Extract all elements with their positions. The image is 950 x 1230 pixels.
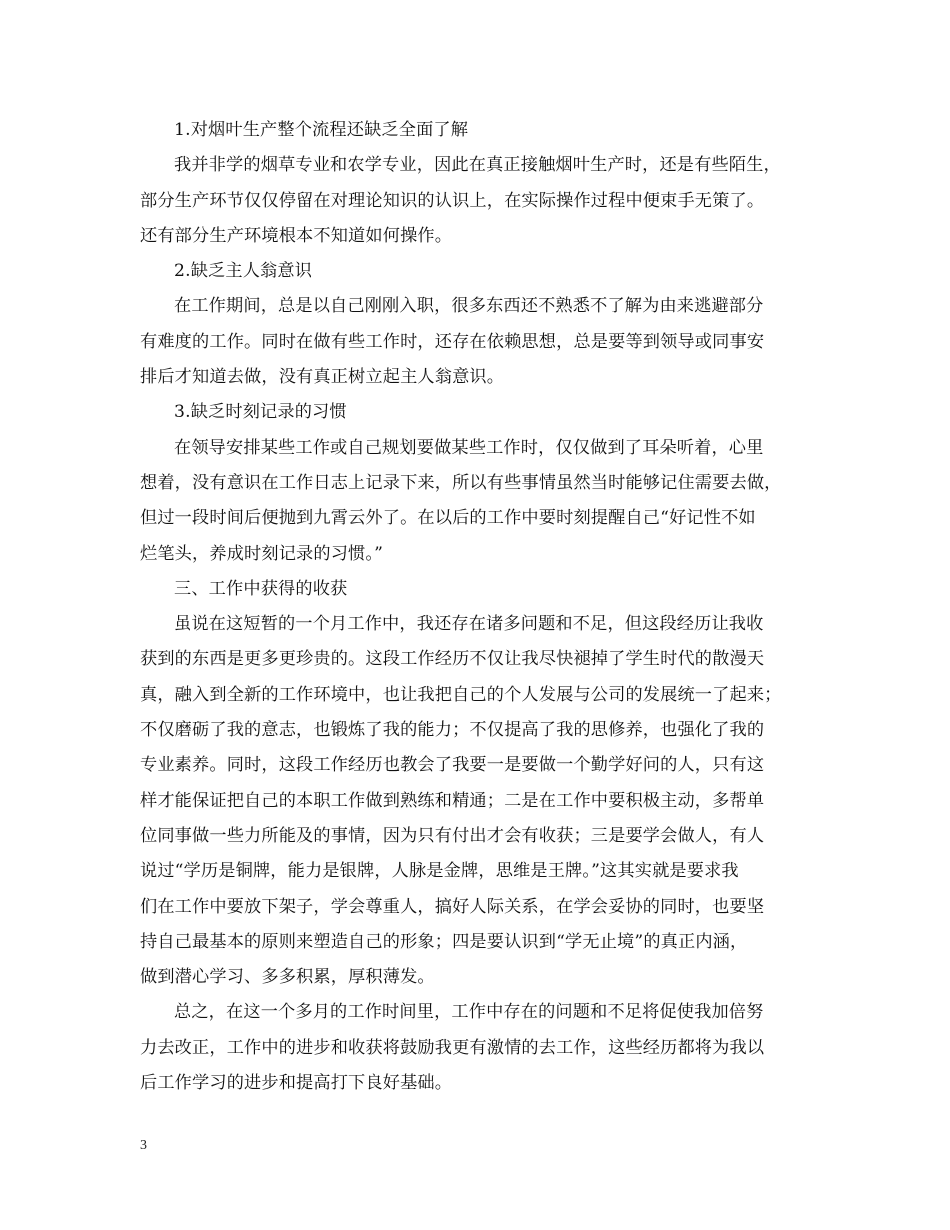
heading-line: 2.缺乏主人翁意识 (174, 261, 313, 282)
paragraph-line: 在工作期间，总是以自己刚刚入职，很多东西还不熟悉不了解为由来逃避部分 (174, 296, 764, 317)
paragraph-line: 持自己最基本的原则来塑造自己的形象；四是要认识到“学无止境”的真正内涵， (140, 931, 748, 952)
section-heading: 三、工作中获得的收获 (174, 578, 348, 599)
paragraph-line: 在领导安排某些工作或自己规划要做某些工作时，仅仅做到了耳朵听着，心里 (174, 437, 764, 458)
paragraph-line: 不仅磨砺了我的意志，也锻炼了我的能力；不仅提高了我的思修养，也强化了我的 (140, 720, 765, 741)
paragraph-line: 但过一段时间后便抛到九霄云外了。在以后的工作中要时刻提醒自己“好记性不如 (140, 508, 756, 529)
paragraph-line: 有难度的工作。同时在做有些工作时，还存在依赖思想，总是要等到领导或同事安 (140, 331, 765, 352)
paragraph-line: 我并非学的烟草专业和农学专业，因此在真正接触烟叶生产时，还是有些陌生， (174, 155, 781, 176)
paragraph-line: 专业素养。同时，这段工作经历也教会了我要一是要做一个勤学好问的人，只有这 (140, 755, 765, 776)
paragraph-line: 虽说在这短暂的一个月工作中，我还存在诸多问题和不足，但这段经历让我收 (174, 614, 764, 635)
paragraph-line: 力去改正，工作中的进步和收获将鼓励我更有激情的去工作，这些经历都将为我以 (140, 1037, 765, 1058)
paragraph-line: 说过“学历是铜牌，能力是银牌，人脉是金牌，思维是王牌。”这其实就是要求我 (140, 861, 739, 882)
page-number: 3 (140, 1138, 147, 1153)
paragraph-line: 样才能保证把自己的本职工作做到熟练和精通；二是在工作中要积极主动，多帮单 (140, 790, 765, 811)
paragraph-line: 还有部分生产环境根本不知道如何操作。 (140, 225, 453, 246)
paragraph-line: 总之，在这一个多月的工作时间里，工作中存在的问题和不足将促使我加倍努 (174, 1002, 764, 1023)
paragraph-line: 部分生产环节仅仅停留在对理论知识的认识上，在实际操作过程中便束手无策了。 (140, 190, 765, 211)
paragraph-line: 们在工作中要放下架子，学会尊重人，搞好人际关系，在学会妥协的同时，也要坚 (140, 896, 765, 917)
paragraph-line: 真，融入到全新的工作环境中，也让我把自己的个人发展与公司的发展统一了起来； (140, 684, 782, 705)
paragraph-line: 后工作学习的进步和提高打下良好基础。 (140, 1073, 453, 1094)
paragraph-line: 烂笔头，养成时刻记录的习惯。” (140, 543, 384, 564)
document-body (140, 113, 840, 1101)
paragraph-line: 想着，没有意识在工作日志上记录下来，所以有些事情虽然当时能够记住需要去做， (140, 472, 782, 493)
paragraph-line: 排后才知道去做，没有真正树立起主人翁意识。 (140, 367, 505, 388)
heading-line: 3.缺乏时刻记录的习惯 (174, 402, 347, 423)
paragraph-line: 位同事做一些力所能及的事情，因为只有付出才会有收获；三是要学会做人，有人 (140, 825, 765, 846)
paragraph-line: 做到潜心学习、多多积累，厚积薄发。 (140, 967, 435, 988)
paragraph-line: 获到的东西是更多更珍贵的。这段工作经历不仅让我尽快褪掉了学生时代的散漫天 (140, 649, 765, 670)
heading-line: 1.对烟叶生产整个流程还缺乏全面了解 (174, 120, 469, 140)
